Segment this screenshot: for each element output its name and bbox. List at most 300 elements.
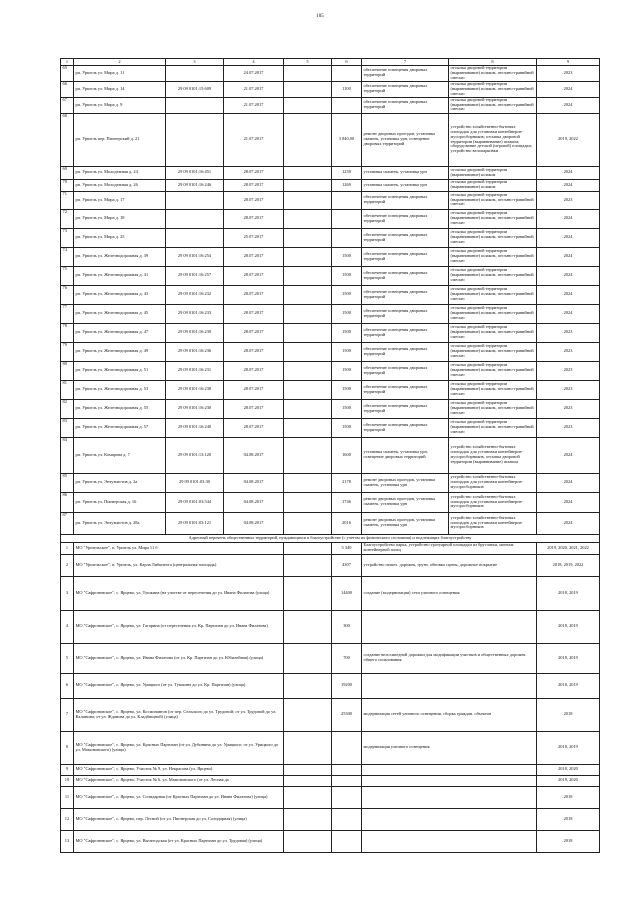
header-cell: 5 [284,59,332,66]
address-cell: рп. Уршель ул. Мира д. 17 [74,191,166,209]
row-number: 75 [61,266,74,285]
header-cell: 7 [362,59,449,66]
year-cell: 2024 [537,285,600,304]
address-cell: МО "Сафроновское", с. Ярцево, ул. Красных Партизан (от ул. Дубинина до ул. Урицкого; от ул. Урицкого до ул. Мамоновского) (улица) [74,731,284,764]
works-cell [362,830,537,852]
public-territory-row [61,731,600,764]
area-cell: 2178 [332,473,362,492]
empty-cell [284,610,332,643]
empty-cell [284,764,332,775]
table-row [61,437,600,473]
empty-cell [284,492,332,512]
additional-works-cell: отсыпка дворовой территории (выравнивание) шлаком, песчано-гравийной смесью [449,191,537,209]
row-number: 87 [61,512,74,534]
section-title: Адресный перечень общественных территорий, нуждающихся в благоустройстве (с учетом их физического состояния) и подлежащих благоустройству [61,534,600,542]
empty-cell [284,643,332,673]
empty-cell [284,554,332,576]
additional-works-cell: отсыпка дворовой территории (выравнивание) шлаком, песчано-гравийной смесью [449,323,537,342]
additional-works-cell: устройство хозяйственно-бытовых площадок для установки контейнеров-мусоросборников [449,492,537,512]
row-number: 82 [61,399,74,418]
year-cell: 2023 [537,399,600,418]
year-cell: 2018, 2019 [537,731,600,764]
row-number: 8 [61,731,74,764]
cadastral-number-cell: 29 09 0101:13:120 [166,437,224,473]
date-cell: 04.08.2017 [224,512,284,534]
cadastral-number-cell: 29 09 0101:15:609 [166,81,224,97]
row-number: 66 [61,81,74,97]
area-cell: 1500 [332,285,362,304]
table-row [61,179,600,191]
minimum-works-cell: обеспечение освещения дворовых территорий [362,285,449,304]
year-cell: 2023 [537,66,600,82]
cadastral-number-cell: 29 09 0101:03:30 [166,473,224,492]
area-cell: 1500 [332,342,362,361]
address-cell: рп. Уршель ул. Мира д. 9 [74,97,166,113]
area-cell: 1100 [332,81,362,97]
additional-works-cell: отсыпка дворовой территории (выравнивание) шлаком, песчано-гравийной смесью [449,247,537,266]
area-cell: 1500 [332,304,362,323]
year-cell: 2024 [537,81,600,97]
area-cell [332,191,362,209]
row-number: 6 [61,673,74,698]
date-cell: 28.07.2017 [224,380,284,399]
table-row [61,81,600,97]
year-cell: 2024 [537,437,600,473]
address-cell: рп. Уршель ул. Железнодорожная д. 39 [74,247,166,266]
year-cell: 2018, 2020 [537,775,600,786]
cadastral-number-cell: 29 09 0101:16:451 [166,166,224,179]
address-cell: рп. Уршель ул. Железнодорожная д. 51 [74,361,166,380]
row-number: 3 [61,576,74,610]
row-number: 67 [61,97,74,113]
empty-cell [284,786,332,808]
address-cell: МО "Сафроновское", с. Ярцево, ул. Тушкина (на участке от пересечения до ул. Ивана Филатова (улица) [74,576,284,610]
year-cell: 2018, 2019 [537,673,600,698]
public-territory-row [61,830,600,852]
year-cell: 2018, 2019 [537,576,600,610]
additional-works-cell: отсыпка дворовой территории (выравнивание) шлаком, песчано-гравийной смесью [449,399,537,418]
address-cell: МО "Сафроновское", с. Ярцево, ул. Гагарина (от пересечения ул. Кр. Партизан до ул. Ивана Филатова) [74,610,284,643]
additional-works-cell: отсыпка дворовой территории (выравнивание) шлаком, песчано-гравийной смесью [449,361,537,380]
year-cell: 2018 [537,698,600,731]
row-number: 77 [61,304,74,323]
empty-cell [284,437,332,473]
minimum-works-cell: ремонт дворовых проездов, установка скамеек, установка урн [362,473,449,492]
additional-works-cell: отсыпка дворовой территории (выравнивание) шлаком, песчано-гравийной смесью [449,304,537,323]
works-cell [362,786,537,808]
additional-works-cell: отсыпка дворовой территории (выравнивание) шлаком [449,166,537,179]
additional-works-cell: отсыпка дворовой территории (выравнивание) шлаком, песчано-гравийной смесью [449,342,537,361]
date-cell: 28.07.2017 [224,166,284,179]
empty-cell [284,830,332,852]
works-cell: модернизация уличного освещения [362,731,537,764]
year-cell: 2024 [537,228,600,247]
table-row [61,323,600,342]
row-number: 7 [61,698,74,731]
area-cell: 25300 [332,698,362,731]
empty-cell [284,166,332,179]
empty-cell [284,209,332,228]
public-territory-row [61,576,600,610]
empty-cell [284,342,332,361]
date-cell: 04.08.2017 [224,473,284,492]
area-cell: 1500 [332,418,362,437]
year-cell: 2024 [537,166,600,179]
additional-works-cell: отсыпка дворовой территории (выравнивание) шлаком, песчано-гравийной смесью [449,285,537,304]
works-cell: создание (модернизация) сети уличного освещения [362,576,537,610]
date-cell: 21.07.2017 [224,97,284,113]
works-cell: Благоустройство парка, устройство тротуарной площадки из брусчатки, монтаж контейнерной площ [362,542,537,554]
area-cell: 4307 [332,554,362,576]
empty-cell [284,576,332,610]
area-cell [332,830,362,852]
area-cell: 700 [332,643,362,673]
header-cell: 1 [61,59,74,66]
header-cell: 9 [537,59,600,66]
row-number: 85 [61,473,74,492]
address-cell: МО "Сафроновское", с. Ярцево, ул. Урицкого (от ул. Тушкина до ул. Кр. Партизан) (улица) [74,673,284,698]
year-cell: 2018, 2019, 2022 [537,554,600,576]
public-territory-row [61,786,600,808]
table-row [61,247,600,266]
area-cell [332,209,362,228]
public-territory-row [61,764,600,775]
date-cell: 28.07.2017 [224,209,284,228]
additional-works-cell: устройство хозяйственно-бытовых площадок для установки контейнеров-мусоросборников [449,512,537,534]
empty-cell [284,323,332,342]
works-cell: создание велосипедной дорожки для модификации участков и общественных дорожек общего пользования [362,643,537,673]
empty-cell [284,304,332,323]
address-cell: МО "Сафроновское", с. Ярцево, ул. Вычегодская (от ул. Красных Партизан до ул. Трудовая) (улица) [74,830,284,852]
year-cell: 2023 [537,191,600,209]
table-row [61,361,600,380]
area-cell: 1500 [332,361,362,380]
page-number: 105 [316,14,324,19]
address-cell: рп. Уршель ул. Железнодорожная д. 53 [74,380,166,399]
date-cell: 04.08.2017 [224,492,284,512]
cadastral-number-cell: 29 09 0101:16:254 [166,247,224,266]
table-row [61,266,600,285]
area-cell: 1746 [332,492,362,512]
address-cell: рп. Уршель ул. Железнодорожная д. 49 [74,342,166,361]
additional-works-cell: отсыпка дворовой территории (выравнивание) шлаком, песчано-гравийной смесью [449,418,537,437]
cadastral-number-cell: 29 09 0101:16:257 [166,266,224,285]
public-territory-row [61,643,600,673]
year-cell: 2018 [537,808,600,830]
address-cell: рп. Уршель ул. Молодежная д. 24 [74,166,166,179]
area-cell [332,66,362,82]
address-cell: МО "Уршельское", п. Уршель, ул. Карла Либкнехта (центральная площадь) [74,554,284,576]
cadastral-number-cell: 29 09 0101:16:233 [166,304,224,323]
minimum-works-cell: обеспечение освещения дворовых территорий [362,228,449,247]
year-cell: 2024 [537,247,600,266]
table-row [61,113,600,166]
cadastral-number-cell: 29 09 0101:03:544 [166,492,224,512]
works-cell [362,610,537,643]
address-cell: МО "Сафроновское", с. Ярцево, Участок № 9, ул. Некрасова (ул. Ярцево) [74,764,284,775]
empty-cell [284,81,332,97]
area-cell: 300 [332,610,362,643]
area-cell: 1500 [332,247,362,266]
cadastral-number-cell: 29 09 0101:03:121 [166,512,224,534]
area-cell: 2016 [332,512,362,534]
public-territory-row [61,775,600,786]
address-cell: рп. Уршель ул. Молодежная д. 26 [74,179,166,191]
empty-cell [284,512,332,534]
empty-cell [284,380,332,399]
cadastral-number-cell [166,191,224,209]
row-number: 78 [61,323,74,342]
address-cell: МО "Сафроновское", с. Ярцево, ул. Ивана Филатова (от ул. Кр. Партизан до ул. Юбилейная) (улица) [74,643,284,673]
table-row [61,399,600,418]
empty-cell [284,179,332,191]
area-cell: 1500 [332,399,362,418]
row-number: 81 [61,380,74,399]
date-cell: 04.08.2017 [224,437,284,473]
row-number: 83 [61,418,74,437]
cadastral-number-cell: 29 09 0101:16:236 [166,342,224,361]
row-number: 2 [61,554,74,576]
row-number: 1 [61,542,74,554]
cadastral-number-cell: 29 09 0101:16:239 [166,323,224,342]
works-cell: устройство пешех. дорожек, грунт, обновка сцены, дорожное покрытие [362,554,537,576]
minimum-works-cell: обеспечение освещения дворовых территорий [362,380,449,399]
area-cell [332,775,362,786]
address-cell: рп. Уршель ул. Железнодорожная д. 57 [74,418,166,437]
row-number: 9 [61,764,74,775]
area-cell: 1500 [332,323,362,342]
address-cell: рп. Уршель ул. Железнодорожная д. 43 [74,285,166,304]
row-number: 69 [61,166,74,179]
address-cell: МО "Сафроновское", с. Ярцево, ул. Солидарная (от Красных Партизан до ул. Ивана Филатова) (улица) [74,786,284,808]
date-cell: 21.07.2017 [224,81,284,97]
territory-table [60,58,600,853]
row-number: 73 [61,228,74,247]
empty-cell [284,542,332,554]
additional-works-cell: устройство хозяйственно-бытовых площадок для установки контейнеров-мусоросборников; отсыпка дворовой территории (выравнивание) шлаком; оборудование детской (игровой) площадки; устройство велопарковки [449,113,537,166]
address-cell: рп. Уршель ул. Комарова д. 7 [74,437,166,473]
area-cell: 19200 [332,673,362,698]
additional-works-cell: устройство хозяйственно-бытовых площадок для установки контейнеров-мусоросборников, отсыпка дворовой территории (выравнивание) шлаком [449,437,537,473]
date-cell: 21.07.2017 [224,113,284,166]
cadastral-number-cell [166,228,224,247]
table-row [61,97,600,113]
address-cell: рп. Уршель ул. Железнодорожная д. 47 [74,323,166,342]
area-cell: 14400 [332,576,362,610]
section-heading-row [61,534,600,542]
minimum-works-cell: обеспечение освещения дворовых территорий [362,81,449,97]
area-cell [332,731,362,764]
year-cell: 2024 [537,209,600,228]
empty-cell [284,113,332,166]
year-cell: 2018, 2019 [537,643,600,673]
header-cell: 8 [449,59,537,66]
date-cell: 28.07.2017 [224,285,284,304]
row-number: 68 [61,113,74,166]
address-cell: рп. Уршель ул. Энтузиастов д. 28а [74,512,166,534]
table-row [61,209,600,228]
area-cell [332,808,362,830]
date-cell: 28.07.2017 [224,179,284,191]
address-cell: рп. Уршель пер. Пионерский д. 21 [74,113,166,166]
row-number: 74 [61,247,74,266]
minimum-works-cell: обеспечение освещения дворовых территорий [362,361,449,380]
date-cell: 28.07.2017 [224,304,284,323]
minimum-works-cell: обеспечение освещения дворовых территорий [362,418,449,437]
header-row [61,59,600,66]
date-cell: 28.07.2017 [224,361,284,380]
row-number: 13 [61,830,74,852]
area-cell [332,228,362,247]
additional-works-cell: отсыпка дворовой территории (выравнивание) шлаком, песчано-гравийной смесью [449,266,537,285]
year-cell: 2024 [537,179,600,191]
year-cell: 2023 [537,380,600,399]
minimum-works-cell: обеспечение освещения дворовых территорий [362,342,449,361]
works-cell [362,764,537,775]
date-cell: 28.07.2017 [224,418,284,437]
row-number: 70 [61,179,74,191]
empty-cell [284,247,332,266]
year-cell: 2023 [537,342,600,361]
date-cell: 28.07.2017 [224,266,284,285]
row-number: 11 [61,786,74,808]
year-cell: 2018, 2019 [537,610,600,643]
empty-cell [284,808,332,830]
works-cell [362,673,537,698]
area-cell [332,786,362,808]
address-cell: МО "Сафроновское", с. Ярцево, ул. Космонавтов (от пер. Сельского до ул. Трудовой; от ул. Трудовой до ул. Калинина; от ул. Жданова до ул. Кладбищной) (улица) [74,698,284,731]
empty-cell [284,266,332,285]
cadastral-number-cell [166,66,224,82]
address-cell: рп. Уршель ул. Железнодорожная д. 41 [74,266,166,285]
minimum-works-cell: ремонт дворовых проездов, установка скамеек, установка урн [362,492,449,512]
empty-cell [284,97,332,113]
row-number: 10 [61,775,74,786]
row-number: 84 [61,437,74,473]
empty-cell [284,418,332,437]
works-cell [362,808,537,830]
row-number: 76 [61,285,74,304]
cadastral-number-cell: 29 09 0101:16:231 [166,361,224,380]
date-cell: 28.07.2017 [224,247,284,266]
empty-cell [284,361,332,380]
cadastral-number-cell [166,209,224,228]
date-cell: 28.07.2017 [224,399,284,418]
header-cell: 6 [332,59,362,66]
cadastral-number-cell: 29 09 0101:16:232 [166,285,224,304]
address-cell: рп. Уршель ул. Мира д. 25 [74,228,166,247]
year-cell: 2024 [537,266,600,285]
empty-cell [284,731,332,764]
row-number: 4 [61,610,74,643]
address-cell: рп. Уршель ул. Мира д. 18 [74,209,166,228]
minimum-works-cell: ремонт дворовых проездов, установка скамеек, установка урн, освещение дворовых территорий [362,113,449,166]
year-cell: 2023 [537,361,600,380]
date-cell: 25.07.2017 [224,228,284,247]
empty-cell [284,191,332,209]
row-number: 80 [61,361,74,380]
row-number: 5 [61,643,74,673]
additional-works-cell: отсыпка дворовой территории (выравнивание) шлаком, песчано-гравийной смесью [449,97,537,113]
address-cell: рп. Уршель ул. Пионерская д. 16 [74,492,166,512]
address-cell: рп. Уршель ул. Мира д. 14 [74,81,166,97]
header-cell: 3 [166,59,224,66]
header-cell: 2 [74,59,166,66]
address-cell: МО "Сафроновское", с. Ярцево, Участок № 6, ул. Мамоновского (от ул. Лесная до [74,775,284,786]
table-row [61,166,600,179]
row-number: 71 [61,191,74,209]
table-row [61,191,600,209]
additional-works-cell: отсыпка дворовой территории (выравнивание) шлаком, песчано-гравийной смесью [449,228,537,247]
table-row [61,228,600,247]
year-cell: 2018 [537,830,600,852]
table-row [61,473,600,492]
empty-cell [284,473,332,492]
public-territory-row [61,808,600,830]
works-cell: модернизация сетей уличного освещения, сборка граждан. объектов [362,698,537,731]
row-number: 65 [61,66,74,82]
address-cell: рп. Уршель ул. Энтузиастов д. 2а [74,473,166,492]
public-territory-row [61,610,600,643]
table-row [61,66,600,82]
date-cell: 28.07.2017 [224,342,284,361]
public-territory-row [61,554,600,576]
minimum-works-cell: обеспечение освещения дворовых территорий [362,247,449,266]
address-cell: рп. Уршель ул. Железнодорожная д. 55 [74,399,166,418]
cadastral-number-cell [166,113,224,166]
header-cell: 4 [224,59,284,66]
minimum-works-cell: обеспечение освещения дворовых территорий [362,209,449,228]
year-cell: 2024 [537,492,600,512]
area-cell: 1500 [332,266,362,285]
empty-cell [284,698,332,731]
empty-cell [284,673,332,698]
date-cell: 24.07.2017 [224,66,284,82]
minimum-works-cell: обеспечение освещения дворовых территорий [362,191,449,209]
table-row [61,285,600,304]
minimum-works-cell: обеспечение освещения дворовых территорий [362,266,449,285]
cadastral-number-cell: 29 09 0101:16:246 [166,179,224,191]
minimum-works-cell: обеспечение освещения дворовых территорий [362,66,449,82]
table-row [61,304,600,323]
date-cell: 28.07.2017 [224,323,284,342]
empty-cell [284,66,332,82]
cadastral-number-cell [166,97,224,113]
public-territory-row [61,673,600,698]
address-cell: МО "Уршельское", п. Уршель ул. Мира 11 б [74,542,284,554]
empty-cell [284,775,332,786]
address-cell: рп. Уршель ул. Железнодорожная д. 45 [74,304,166,323]
year-cell: 2019, 2022 [537,113,600,166]
address-cell: МО "Сафроновское", с. Ярцево, пер. Лесной (от ул. Пионерская до ул. Солидарная) (улица) [74,808,284,830]
minimum-works-cell: обеспечение освещения дворовых территорий [362,304,449,323]
minimum-works-cell: установка скамеек, установка урн, освещение дворовых территорий [362,437,449,473]
row-number: 12 [61,808,74,830]
year-cell: 2018 [537,786,600,808]
table-row [61,342,600,361]
additional-works-cell: отсыпка дворовой территории (выравнивание) шлаком, песчано-гравийной смесью [449,209,537,228]
empty-cell [284,228,332,247]
minimum-works-cell: обеспечение освещения дворовых территорий [362,323,449,342]
additional-works-cell: устройство хозяйственно-бытовых площадок для установки контейнеров-мусоросборников [449,473,537,492]
additional-works-cell: отсыпка дворовой территории (выравнивание) шлаком, песчано-гравийной смесью [449,66,537,82]
year-cell: 2024 [537,473,600,492]
year-cell: 2023 [537,418,600,437]
table-row [61,492,600,512]
row-number: 72 [61,209,74,228]
date-cell: 28.07.2017 [224,191,284,209]
area-cell [332,764,362,775]
